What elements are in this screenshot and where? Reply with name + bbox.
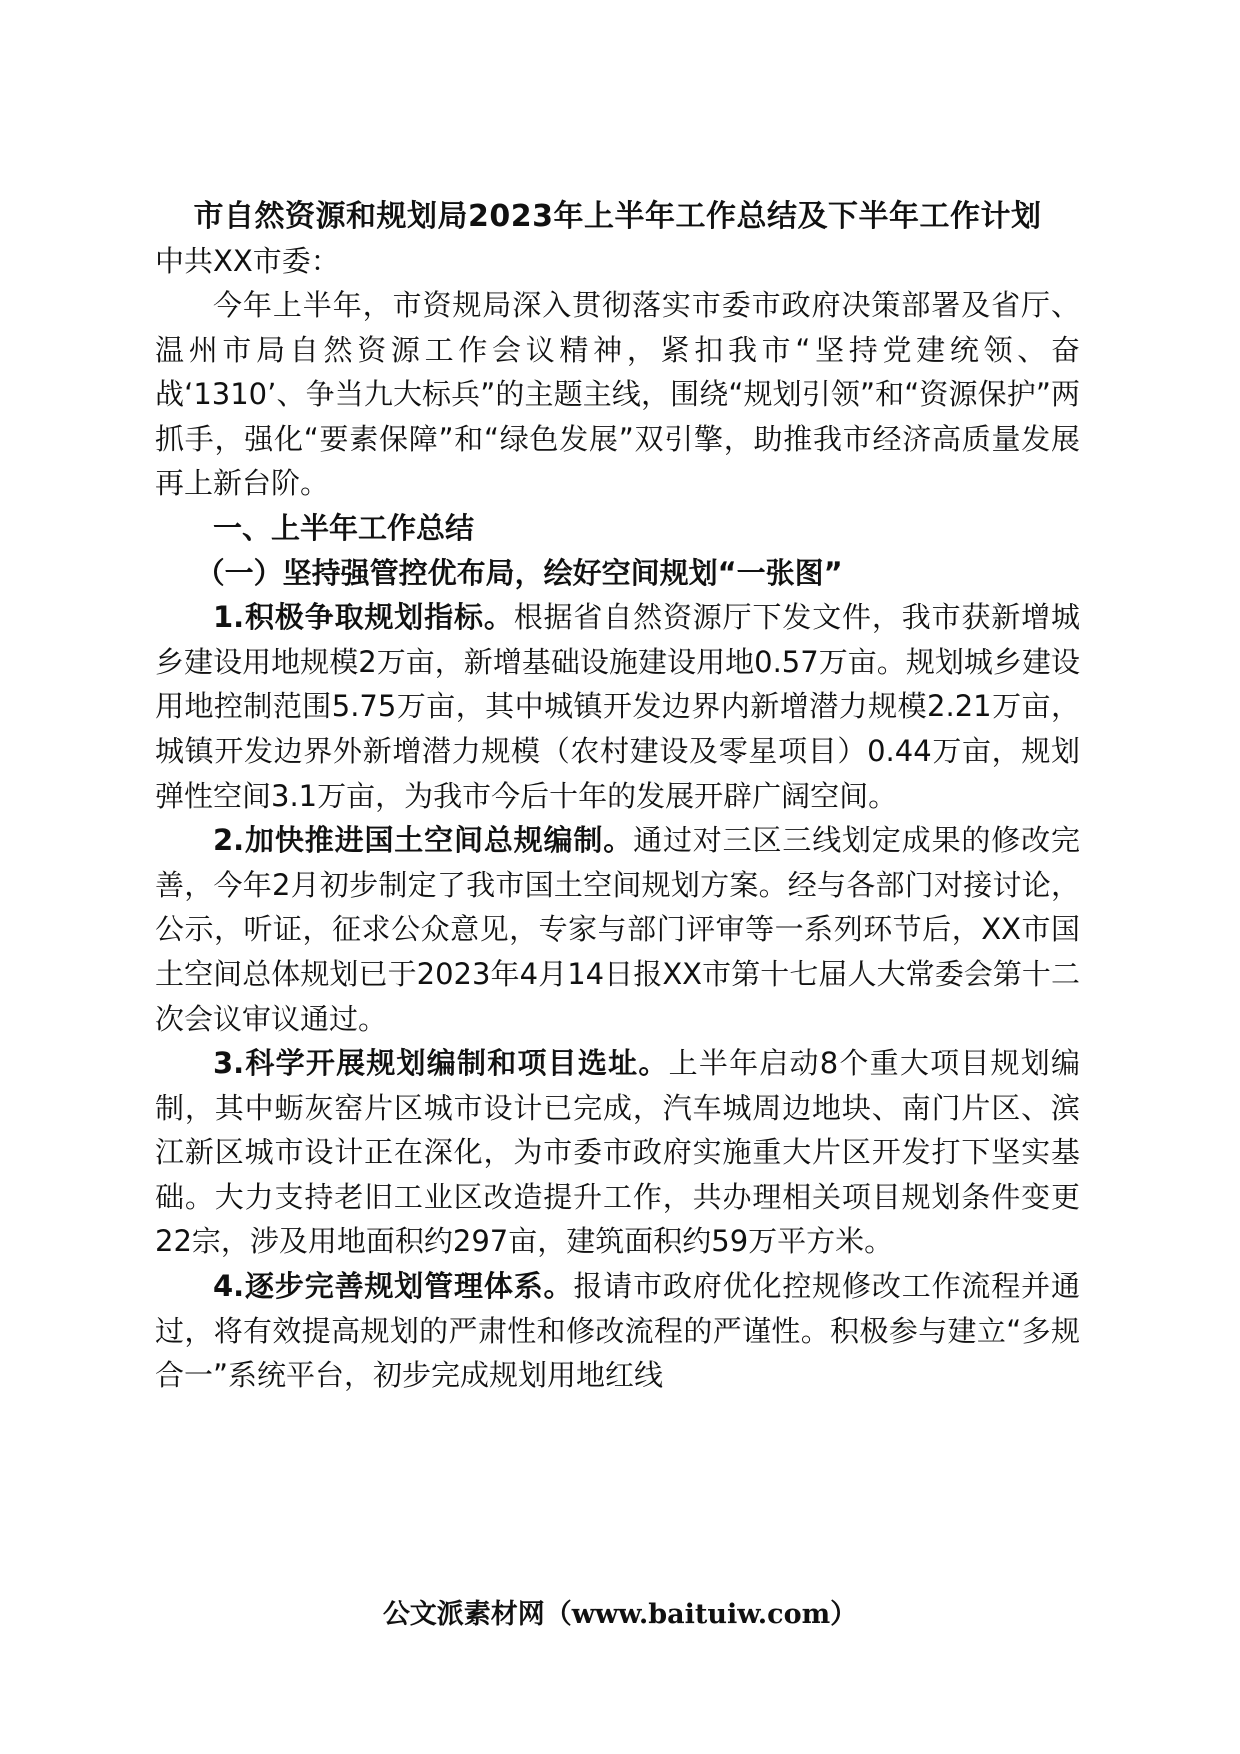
intro-paragraph: 今年上半年，市资规局深入贯彻落实市委市政府决策部署及省厅、温州市局自然资源工作会议精神，紧扣我市“坚持党建统领、奋战‘1310’、争当九大标兵”的主题主线，围绕“规划引领”和“资源保护”两抓手，强化“要素保障”和“绿色发展”双引擎，助推我市经济高质量发展再上新台阶。 bbox=[155, 288, 1080, 501]
item-text: 根据省自然资源厅下发文件，我市获新增城乡建设用地规模2万亩，新增基础设施建设用地0.57万亩。规划城乡建设用地控制范围5.75万亩，其中城镇开发边界内新增潜力规模2.21万亩，城镇开发边界外新增潜力规模（农村建设及零星项目）0.44万亩，规划弹性空间3.1万亩，为我市今后十年的发展开辟广阔空间。 bbox=[155, 600, 1080, 813]
item-lead: 1.积极争取规划指标。 bbox=[213, 600, 514, 635]
document-body bbox=[155, 195, 1080, 1398]
section-heading: 一、上半年工作总结 bbox=[213, 510, 475, 545]
item-lead: 4.逐步完善规划管理体系。 bbox=[213, 1269, 574, 1304]
item-lead: 2.加快推进国土空间总规编制。 bbox=[213, 823, 634, 858]
footer-watermark: 公文派素材网（www.baituiw.com） bbox=[382, 1599, 858, 1630]
document-title: 市自然资源和规划局2023年上半年工作总结及下半年工作计划 bbox=[193, 199, 1042, 234]
salutation: 中共XX市委： bbox=[155, 244, 340, 278]
item-lead: 3.科学开展规划编制和项目选址。 bbox=[213, 1046, 669, 1081]
item-paragraph bbox=[155, 1264, 1080, 1398]
item-text: 通过对三区三线划定成果的修改完善，今年2月初步制定了我市国土空间规划方案。经与各部门对接讨论，公示，听证，征求公众意见，专家与部门评审等一系列环节后，XX市国土空间总体规划已于2023年4月14日报XX市第十七届人大常委会第十二次会议审议通过。 bbox=[155, 823, 1080, 1036]
item-text: 上半年启动8个重大项目规划编制，其中蛎灰窑片区城市设计已完成，汽车城周边地块、南门片区、滨江新区城市设计正在深化，为市委市政府实施重大片区开发打下坚实基础。大力支持老旧工业区改造提升工作，共办理相关项目规划条件变更22宗，涉及用地面积约297亩，建筑面积约59万平方米。 bbox=[155, 1046, 1081, 1259]
item-paragraph bbox=[155, 595, 1080, 818]
item-paragraph bbox=[155, 818, 1080, 1041]
item-text: 报请市政府优化控规修改工作流程并通过，将有效提高规划的严肃性和修改流程的严谨性。积极参与建立“多规合一”系统平台，初步完成规划用地红线 bbox=[155, 1269, 1080, 1393]
subsection-heading: （一）坚持强管控优布局，绘好空间规划“一张图” bbox=[195, 555, 843, 590]
item-paragraph bbox=[155, 1041, 1080, 1264]
